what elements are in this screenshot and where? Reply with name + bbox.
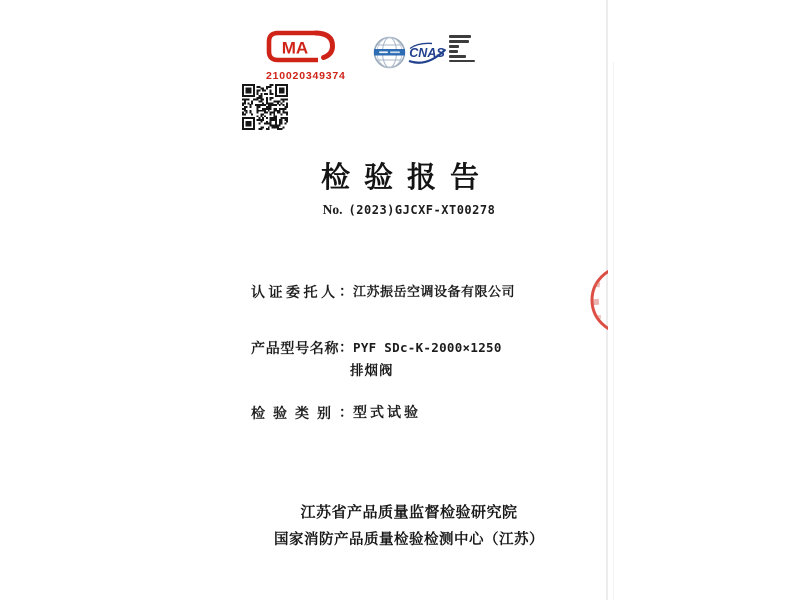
field-product-model-value: PYF SDc-K-2000×1250 <box>353 340 502 355</box>
accreditation-text-line <box>449 50 458 53</box>
field-test-type <box>251 402 421 423</box>
cnas-logo <box>407 40 447 67</box>
cnas-letters: CNAS <box>409 46 445 60</box>
field-product-model-label: 产品型号名称 <box>251 340 340 357</box>
cma-logo <box>266 30 346 82</box>
field-product-model-colon: ： <box>339 340 353 356</box>
field-applicant-value: 江苏振岳空调设备有限公司 <box>353 285 516 300</box>
accreditation-text-line <box>449 35 471 38</box>
institute-line2: 国家消防产品质量检验检测中心（江苏） <box>274 532 544 548</box>
qr-code <box>242 84 288 130</box>
cma-logo-mark <box>266 30 336 66</box>
field-test-type-label: 检验类别 <box>251 405 339 422</box>
field-applicant <box>251 281 515 302</box>
cma-letters: MA <box>281 38 309 58</box>
cma-license-number: 210020349374 <box>266 70 346 82</box>
accreditation-text-line <box>449 60 475 62</box>
report-number-line <box>9 199 800 218</box>
ilac-mra-globe-icon <box>373 36 406 69</box>
report-no-label: No. <box>322 202 343 217</box>
partial-red-seal-stamp <box>586 262 608 340</box>
accreditation-text-line <box>449 40 469 43</box>
accreditation-text-line <box>449 45 459 48</box>
field-test-type-value: 型式试验 <box>353 405 421 421</box>
field-applicant-colon: ： <box>339 284 353 300</box>
accreditation-text-line <box>449 55 466 58</box>
report-no-value: (2023)GJCXF-XT00278 <box>348 203 496 217</box>
field-product-model <box>251 337 502 358</box>
institute-line1: 江苏省产品质量监督检验研究院 <box>300 503 518 521</box>
field-test-type-colon: ： <box>339 405 353 421</box>
accreditation-text-block <box>449 35 479 64</box>
report-title: 检验报告 <box>320 160 493 194</box>
field-applicant-label: 认证委托人 <box>251 284 339 301</box>
field-product-model-value-line2: 排烟阀 <box>350 363 394 379</box>
